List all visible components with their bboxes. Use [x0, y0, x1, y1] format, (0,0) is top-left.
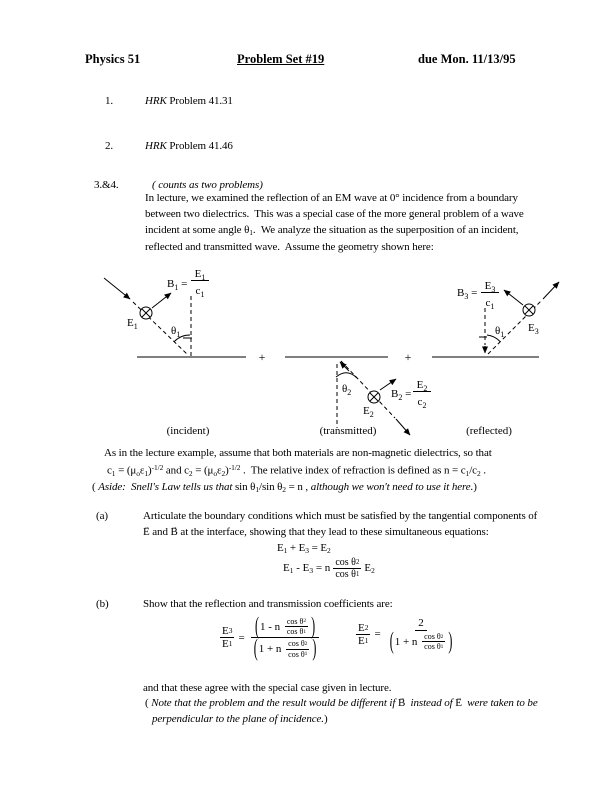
part-a-line-1: Articulate the boundary conditions which must be satisfied by the tangential components of	[143, 510, 538, 522]
cos-fraction: cos θ 2 cos θ 1	[335, 557, 360, 580]
intro-line-4: reflected and transmitted wave. Assume the geometry shown here:	[145, 241, 434, 253]
problem-34-note: ( counts as two problems)	[152, 179, 263, 191]
b2-fraction-denominator: $c_2$	[417, 396, 427, 410]
transmitted-caption: (transmitted)	[319, 425, 377, 437]
part-b-closing: and that these agree with the special case given in lecture.	[143, 682, 392, 694]
dielectrics-line-1: As in the lecture example, assume that both materials are non-magnetic dielectrics, so that	[104, 447, 492, 459]
theta1-reflected-label: $\theta_1$	[495, 325, 505, 339]
incident-ray-arrow	[104, 278, 130, 299]
page-title: Problem Set #19	[237, 52, 325, 66]
e2-label: $E_2$	[363, 405, 374, 419]
equation-a1: E1 + E3 = E2	[277, 542, 331, 556]
plus-sign-left: +	[258, 350, 266, 364]
part-b-line-1: Show that the reflection and transmission coefficients are:	[143, 598, 393, 610]
e2-over-e1-fraction: E 2 E 1	[358, 621, 369, 647]
equation-b1-reflection-coefficient: E 3 E 1 = ( 1 - n cos θ 2 cos θ 1 ) ( 1 + n cos θ 2 cos θ 1 )	[218, 616, 323, 660]
b3-fraction-denominator: $c_1$	[485, 297, 495, 311]
course-label: Physics 51	[85, 52, 141, 66]
b1-label: $B_1$ =	[167, 278, 188, 292]
part-b-label: (b)	[96, 598, 109, 610]
b3-fraction-numerator: $E_3$	[484, 280, 496, 294]
transmitted-ray-arrow	[396, 419, 410, 435]
transmission-big-fraction: 2 ( 1 + n cos θ 2 cos θ 1 )	[389, 617, 453, 655]
e3-over-e1-fraction: E 3 E 1	[222, 625, 233, 651]
reflected-b-field-arrow	[504, 290, 523, 305]
problem-34-number: 3.&4.	[94, 179, 119, 191]
transmitted-angle-arc	[336, 373, 357, 378]
intro-line-2: between two dielectrics. This was a special case of the more general problem of a wave	[145, 208, 524, 220]
b1-fraction-numerator: $E_1$	[194, 268, 206, 282]
part-a-line-2: E → and B → at the interface, showing that they lead to these simultaneous equations:	[143, 526, 489, 539]
note-line-1: ( Note that the problem and the result would be different if B → instead of E → were taken to be	[145, 697, 538, 710]
note-line-2: perpendicular to the plane of incidence.)	[152, 713, 328, 725]
snells-law-aside: ( Aside: Snell's Law tells us that sin θ1/sin θ2 = n , although we won't need to use it here.)	[92, 481, 477, 495]
b2-label: $B_2$ =	[391, 388, 412, 402]
equation-a2: E1 - E3 = n cos θ 2 cos θ 1 E2	[283, 557, 375, 580]
intro-line-1: In lecture, we examined the reflection of an EM wave at 0° incidence from a boundary	[145, 192, 518, 204]
incident-caption: (incident)	[166, 425, 210, 437]
b1-fraction-denominator: $c_1$	[195, 285, 205, 299]
incident-b-field-arrow	[152, 293, 171, 308]
plus-sign-right: +	[404, 350, 412, 364]
equation-b2-transmission-coefficient: E 2 E 1 = 2 ( 1 + n cos θ 2 cos θ 1 )	[354, 616, 459, 652]
b3-label: $B_3$ =	[457, 287, 478, 301]
problem-2-reference: HRK Problem 41.46	[145, 140, 233, 152]
problem-1-reference: HRK Problem 41.31	[145, 95, 233, 107]
reflected-ray-arrow	[543, 282, 559, 299]
problem-2-number: 2.	[105, 140, 114, 152]
dielectrics-line-2: $c1 = (\mu o\varepsilon 1)^{-1/2}$ and $c2 = (\mu o\varepsilon 2)^{-1/2}$ . The relative index of refraction is defined as n = c1/c2 .	[107, 463, 486, 478]
theta1-incident-label: $\theta_1$	[171, 325, 181, 339]
part-a-label: (a)	[96, 510, 108, 522]
reflected-wave-diagram	[432, 282, 559, 357]
e1-label: $E_1$	[127, 317, 138, 331]
b2-fraction-numerator: $E_2$	[416, 379, 428, 393]
reflection-big-fraction: ( 1 - n cos θ 2 cos θ 1 ) ( 1 + n cos θ 2 cos θ 1 )	[250, 616, 321, 660]
arrival-arrow	[340, 362, 349, 371]
e3-label: $E_3$	[528, 322, 539, 336]
problem-1-number: 1.	[105, 95, 114, 107]
due-date: due Mon. 11/13/95	[418, 52, 516, 66]
theta2-label: $\theta_2$	[342, 383, 352, 397]
reflected-caption: (reflected)	[466, 425, 512, 437]
intro-line-3: incident at some angle θ1. We analyze the situation as the superposition of an incident,	[145, 224, 519, 238]
